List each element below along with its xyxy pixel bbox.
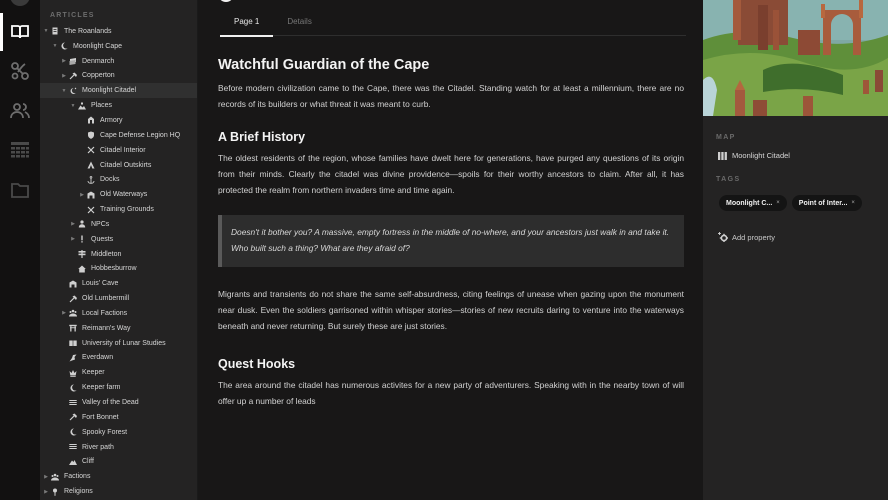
tab-page-1[interactable]: Page 1 <box>220 12 273 36</box>
sidebar-heading: ARTICLES <box>50 12 95 19</box>
tree-item-label: Citadel Outskirts <box>100 161 152 169</box>
map-link[interactable] <box>718 151 790 160</box>
tree-item-label: Factions <box>64 473 91 481</box>
tree-item-everdawn[interactable] <box>40 351 198 366</box>
tree-item-label: Everdawn <box>82 354 114 362</box>
anchor-icon <box>86 175 96 185</box>
map-section-label: MAP <box>716 134 736 141</box>
tree-item-label: NPCs <box>91 220 110 228</box>
gate-icon <box>68 279 78 289</box>
moon-icon <box>68 427 78 437</box>
calendar-grid-icon <box>10 140 30 160</box>
tree-item-label: Training Grounds <box>100 206 154 214</box>
article-title <box>218 0 315 7</box>
tree-item-training-grounds[interactable] <box>40 202 198 217</box>
tree-item-label: Moonlight Citadel <box>82 87 137 95</box>
gate-icon <box>86 190 96 200</box>
tag-label: Point of Inter... <box>798 199 848 207</box>
group-icon <box>68 308 78 318</box>
add-property-label: Add property <box>732 232 775 242</box>
tree-item-label: Middleton <box>91 250 122 258</box>
quote-text: Doesn't it bother you? A massive, empty fortress in the middle of no-where, and your ancestors just walk in and take it. Who built such a thing? What are they afraid of? <box>231 227 670 253</box>
people-icon <box>10 101 30 121</box>
caret-right-icon[interactable]: ▶ <box>44 473 48 480</box>
caret-down-icon[interactable]: ▼ <box>61 87 67 94</box>
tree-item-label: Denmarch <box>82 57 115 65</box>
tree-item-label: Religions <box>64 488 93 496</box>
history-heading: A Brief History <box>218 130 306 144</box>
banner-icon <box>68 56 78 66</box>
moon-star-icon <box>68 86 78 96</box>
tree-item-label: Keeper <box>82 369 105 377</box>
close-icon[interactable]: × <box>776 200 780 206</box>
tree-item-label: Citadel Interior <box>100 146 146 154</box>
person-icon <box>77 219 87 229</box>
tags-section-label: TAGS <box>716 176 741 183</box>
tree-item-label: River path <box>82 443 114 451</box>
folder-icon <box>10 180 30 200</box>
migrants-paragraph: Migrants and transients do not share the same self-absurdness, citing feelings of unease when gazing upon the monument near dusk. Even the soldiers garrisoned within whisper stories—stories of new recruits daring to venture into the waterways beneath and never returning. But surely these are just stories. <box>218 289 684 331</box>
camp-icon <box>86 160 96 170</box>
article-heading: Watchful Guardian of the Cape <box>218 57 430 73</box>
tree-item-citadel-outskirts[interactable] <box>40 158 198 173</box>
tree-item-label: Valley of the Dead <box>82 399 139 407</box>
icon-rail <box>0 0 40 500</box>
bird-icon <box>68 353 78 363</box>
tag-list <box>719 195 862 211</box>
caret-down-icon[interactable]: ▼ <box>70 102 76 109</box>
hammer-icon <box>68 294 78 304</box>
places-icon <box>77 101 87 111</box>
tag-chip[interactable] <box>719 195 787 211</box>
tag-label: Moonlight C... <box>726 199 773 207</box>
tree-item-keeper[interactable] <box>40 365 198 380</box>
house-icon <box>77 264 87 274</box>
moon-icon <box>59 41 69 51</box>
group-icon <box>50 472 60 482</box>
tree-item-university-of-lunar-studies[interactable] <box>40 336 198 351</box>
torii-icon <box>68 323 78 333</box>
tree-item-quests[interactable] <box>40 232 198 247</box>
article-main <box>198 0 703 500</box>
tree-item-spooky-forest[interactable] <box>40 425 198 440</box>
tree-item-label: Louis' Cave <box>82 280 119 288</box>
tree-item-middleton[interactable] <box>40 247 198 262</box>
caret-right-icon[interactable]: ▶ <box>71 236 75 243</box>
add-property-button[interactable] <box>718 232 775 242</box>
articles-sidebar <box>40 0 198 500</box>
tree-item-old-waterways[interactable] <box>40 187 198 202</box>
shield-icon <box>86 130 96 140</box>
book-icon <box>10 22 30 42</box>
tree-item-old-lumbermill[interactable] <box>40 291 198 306</box>
tree-item-label: Reimann's Way <box>82 324 131 332</box>
tree-item-label: Local Factions <box>82 309 128 317</box>
rail-item-characters[interactable] <box>0 92 40 130</box>
tree-item-label: Fort Bonnet <box>82 413 119 421</box>
article-tree <box>40 24 198 499</box>
caret-down-icon[interactable]: ▼ <box>52 43 58 50</box>
caret-right-icon[interactable]: ▶ <box>71 221 75 228</box>
map-name: Moonlight Citadel <box>732 151 790 160</box>
tree-item-hobbesburrow[interactable] <box>40 262 198 277</box>
tree-item-label: Cliff <box>82 458 94 466</box>
history-paragraph: The oldest residents of the region, whose families have dwelt here for generations, have purged any questions of its origin from their minds. Clearly the citadel was divine providence—spoils for their worthy ancestors to claim. After all, it has protected the realm from northern invaders time and time again. <box>218 153 684 195</box>
hammer-icon <box>68 412 78 422</box>
document-icon <box>50 26 60 36</box>
tree-item-label: Places <box>91 102 113 110</box>
graph-icon <box>10 61 30 81</box>
properties-panel <box>703 0 888 500</box>
tree-item-label: University of Lunar Studies <box>82 339 166 347</box>
tree-item-label: The Roanlands <box>64 27 112 35</box>
tree-item-armory[interactable] <box>40 113 198 128</box>
caret-right-icon[interactable]: ▶ <box>44 488 48 495</box>
tree-item-denmarch[interactable] <box>40 54 198 69</box>
tree-item-npcs[interactable] <box>40 217 198 232</box>
tree-item-cape-defense-legion-hq[interactable] <box>40 128 198 143</box>
citadel-illustration <box>703 0 888 116</box>
caret-down-icon[interactable]: ▼ <box>43 28 49 35</box>
tree-item-label: Copperton <box>82 72 115 80</box>
tree-item-places[interactable] <box>40 98 198 113</box>
tree-item-river-path[interactable] <box>40 440 198 455</box>
mountain-icon <box>68 457 78 467</box>
tree-item-label: Spooky Forest <box>82 428 128 436</box>
quest-hooks-paragraph: The area around the citadel has numerous activites for a new party of adventurers. Speaking with in the nearby town of will offer up a number of leads <box>218 380 684 406</box>
tree-item-keeper-farm[interactable] <box>40 380 198 395</box>
moon-icon <box>68 383 78 393</box>
rail-item-articles[interactable] <box>0 13 40 51</box>
quote-block <box>218 215 684 267</box>
article-body <box>218 56 684 409</box>
quest-hooks-heading: Quest Hooks <box>218 357 296 371</box>
caret-right-icon[interactable]: ▶ <box>62 58 66 65</box>
map-image[interactable] <box>703 0 888 116</box>
moon-icon <box>218 0 234 2</box>
caret-right-icon[interactable]: ▶ <box>62 310 66 317</box>
hammer-icon <box>68 71 78 81</box>
rail-item-calendar[interactable] <box>0 131 40 169</box>
tab-details[interactable]: Details <box>287 17 312 26</box>
tree-item-label: Moonlight Cape <box>73 42 123 50</box>
crown-icon <box>68 368 78 378</box>
tree-item-citadel-interior[interactable] <box>40 143 198 158</box>
exclamation-icon <box>77 234 87 244</box>
tree-item-moonlight-citadel[interactable] <box>40 83 198 98</box>
signpost-icon <box>77 249 87 259</box>
tree-item-label: Old Waterways <box>100 191 148 199</box>
tree-item-moonlight-cape[interactable] <box>40 39 198 54</box>
close-icon[interactable]: × <box>851 200 855 206</box>
tree-item-the-roanlands[interactable] <box>40 24 198 39</box>
crossed-swords-icon <box>86 145 96 155</box>
rail-item-files[interactable] <box>0 171 40 209</box>
article-title-text <box>242 0 315 7</box>
open-book-icon <box>68 338 78 348</box>
tree-item-label: Docks <box>100 176 120 184</box>
tree-item-factions[interactable] <box>40 469 198 484</box>
gear-plus-icon <box>718 232 728 242</box>
tree-item-cliff[interactable] <box>40 454 198 469</box>
tree-item-docks[interactable] <box>40 172 198 187</box>
tree-item-label: Armory <box>100 116 123 124</box>
user-avatar[interactable] <box>10 0 30 6</box>
crossed-swords-icon <box>86 205 96 215</box>
lines-icon <box>68 398 78 408</box>
tree-item-fort-bonnet[interactable] <box>40 410 198 425</box>
caret-right-icon[interactable]: ▶ <box>80 191 84 198</box>
intro-paragraph: Before modern civilization came to the Cape, there was the Citadel. Standing watch for at least a millennium, there are no records of its builders or what threat it was meant to curb. <box>218 83 684 109</box>
tree-item-copperton[interactable] <box>40 69 198 84</box>
tree-item-label: Cape Defense Legion HQ <box>100 131 181 139</box>
armory-icon <box>86 115 96 125</box>
tree-item-religions[interactable] <box>40 484 198 499</box>
caret-right-icon[interactable]: ▶ <box>62 72 66 79</box>
tree-item-louis-cave[interactable] <box>40 276 198 291</box>
tree-item-label: Quests <box>91 235 114 243</box>
tree-item-local-factions[interactable] <box>40 306 198 321</box>
tag-chip[interactable] <box>792 195 862 211</box>
article-tabs <box>220 12 686 36</box>
tree-item-label: Old Lumbermill <box>82 295 130 303</box>
lines-icon <box>68 442 78 452</box>
tree-item-reimann-s-way[interactable] <box>40 321 198 336</box>
rail-item-relations[interactable] <box>0 52 40 90</box>
tree-item-label: Hobbesburrow <box>91 265 137 273</box>
tree-item-valley-of-the-dead[interactable] <box>40 395 198 410</box>
pin-icon <box>50 487 60 497</box>
map-icon <box>718 152 727 160</box>
tree-item-label: Keeper farm <box>82 384 121 392</box>
